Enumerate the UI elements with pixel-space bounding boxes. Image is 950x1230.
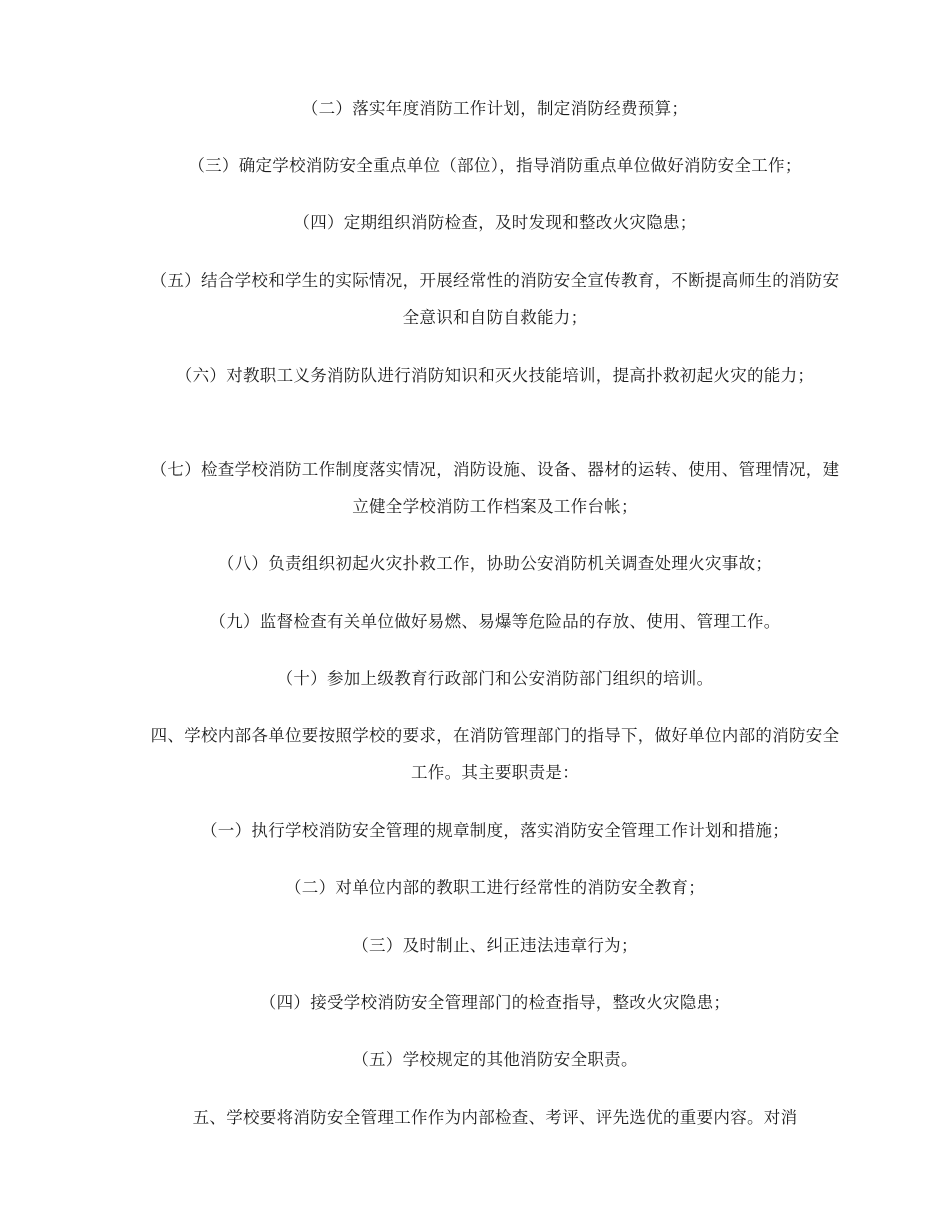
paragraph-2-2: （二）落实年度消防工作计划，制定消防经费预算； xyxy=(301,99,689,118)
paragraph-4-2: （二）对单位内部的教职工进行经常性的消防安全教育； xyxy=(285,878,705,897)
paragraph-4-1: （一）执行学校消防安全管理的规章制度，落实消防安全管理工作计划和措施； xyxy=(201,821,789,840)
paragraph-4-5: （五）学校规定的其他消防安全职责。 xyxy=(352,1050,638,1069)
paragraph-section-5: 五、学校要将消防安全管理工作作为内部检查、考评、评先选优的重要内容。对消 xyxy=(192,1108,798,1127)
paragraph-2-10: （十）参加上级教育行政部门和公安消防部门组织的培训。 xyxy=(276,669,714,688)
paragraph-2-9: （九）监督检查有关单位做好易燃、易爆等危险品的存放、使用、管理工作。 xyxy=(209,612,781,631)
paragraph-2-4: （四）定期组织消防检查，及时发现和整改火灾隐患； xyxy=(293,213,697,232)
paragraph-2-3: （三）确定学校消防安全重点单位（部位），指导消防重点单位做好消防安全工作； xyxy=(188,156,802,175)
paragraph-4-4: （四）接受学校消防安全管理部门的检查指导，整改火灾隐患； xyxy=(259,993,731,1012)
paragraph-2-6: （六）对教职工义务消防队进行消防知识和灭火技能培训，提高扑救初起火灾的能力； xyxy=(175,366,815,385)
paragraph-section-4: 四、学校内部各单位要按照学校的要求，在消防管理部门的指导下，做好单位内部的消防安全工作。其主要职责是： xyxy=(150,726,840,782)
paragraph-2-7: （七）检查学校消防工作制度落实情况，消防设施、设备、器材的运转、使用、管理情况，建立健全学校消防工作档案及工作台帐； xyxy=(150,460,840,516)
paragraph-4-3: （三）及时制止、纠正违法违章行为； xyxy=(352,936,638,955)
paragraph-2-8: （八）负责组织初起火灾扑救工作，协助公安消防机关调查处理火灾事故； xyxy=(217,554,773,573)
paragraph-2-5: （五）结合学校和学生的实际情况，开展经常性的消防安全宣传教育，不断提高师生的消防安全意识和自防自救能力； xyxy=(150,271,840,327)
